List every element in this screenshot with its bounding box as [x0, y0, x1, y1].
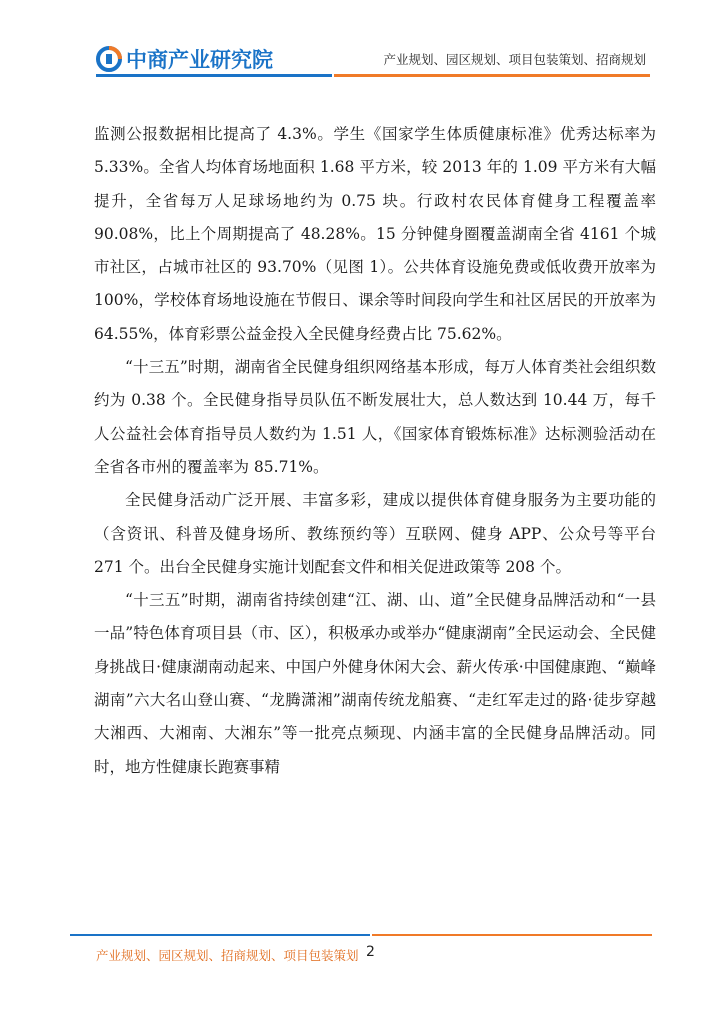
header-divider-blue	[96, 74, 332, 77]
paragraph-4: “十三五”时期，湖南省持续创建“江、湖、山、道”全民健身品牌活动和“一县一品”特色体育项目县（市、区），积极承办或举办“健康湖南”全民运动会、全民健身挑战日·健康湖南动起来、中国户外健身休闲大会、薪火传承·中国健康跑、“巅峰湖南”六大名山登山赛、“龙腾潇湘”湖南传统龙船赛、“走红军走过的路·徒步穿越大湘西、大湘南、大湘东”等一批亮点频现、内涵丰富的全民健身品牌活动。同时，地方性健康长跑赛事精	[94, 591, 656, 776]
document-body	[94, 118, 656, 784]
company-logo	[96, 44, 273, 74]
paragraph-2: “十三五”时期，湖南省全民健身组织网络基本形成，每万人体育类社会组织数约为 0.38 个。全民健身指导员队伍不断发展壮大，总人数达到 10.44 万，每千人公益社会体育指导员人数约为 1.51 人，《国家体育锻炼标准》达标测验活动在全省各市州的覆盖率为 85.71%。	[94, 358, 656, 476]
company-logo-icon	[96, 46, 122, 72]
page-header	[0, 0, 724, 80]
header-divider-orange	[334, 74, 650, 77]
paragraph-3: 全民健身活动广泛开展、丰富多彩，建成以提供体育健身服务为主要功能的（含资讯、科普及健身场所、教练预约等）互联网、健身 APP、公众号等平台 271 个。出台全民健身实施计划配套文件和相关促进政策等 208 个。	[94, 491, 656, 576]
company-name: 中商产业研究院	[126, 48, 273, 72]
page-number: 2	[366, 944, 375, 960]
paragraph-1: 监测公报数据相比提高了 4.3%。学生《国家学生体质健康标准》优秀达标率为 5.33%。全省人均体育场地面积 1.68 平方米，较 2013 年的 1.09 平方米有大幅提升，全省每万人足球场地约为 0.75 块。行政村农民体育健身工程覆盖率 90.08%，比上个周期提高了 48.28%。15 分钟健身圈覆盖湖南全省 4161 个城市社区，占城市社区的 93.70%（见图 1）。公共体育设施免费或低收费开放率为 100%，学校体育场地设施在节假日、课余等时间段向学生和社区居民的开放率为 64.55%，体育彩票公益金投入全民健身经费占比 75.62%。	[94, 125, 656, 343]
header-slogan: 产业规划、园区规划、项目包装策划、招商规划	[383, 52, 646, 67]
footer-divider-orange	[372, 934, 652, 936]
footer-divider-blue	[70, 934, 370, 936]
footer-slogan: 产业规划、园区规划、招商规划、项目包装策划	[96, 948, 359, 963]
